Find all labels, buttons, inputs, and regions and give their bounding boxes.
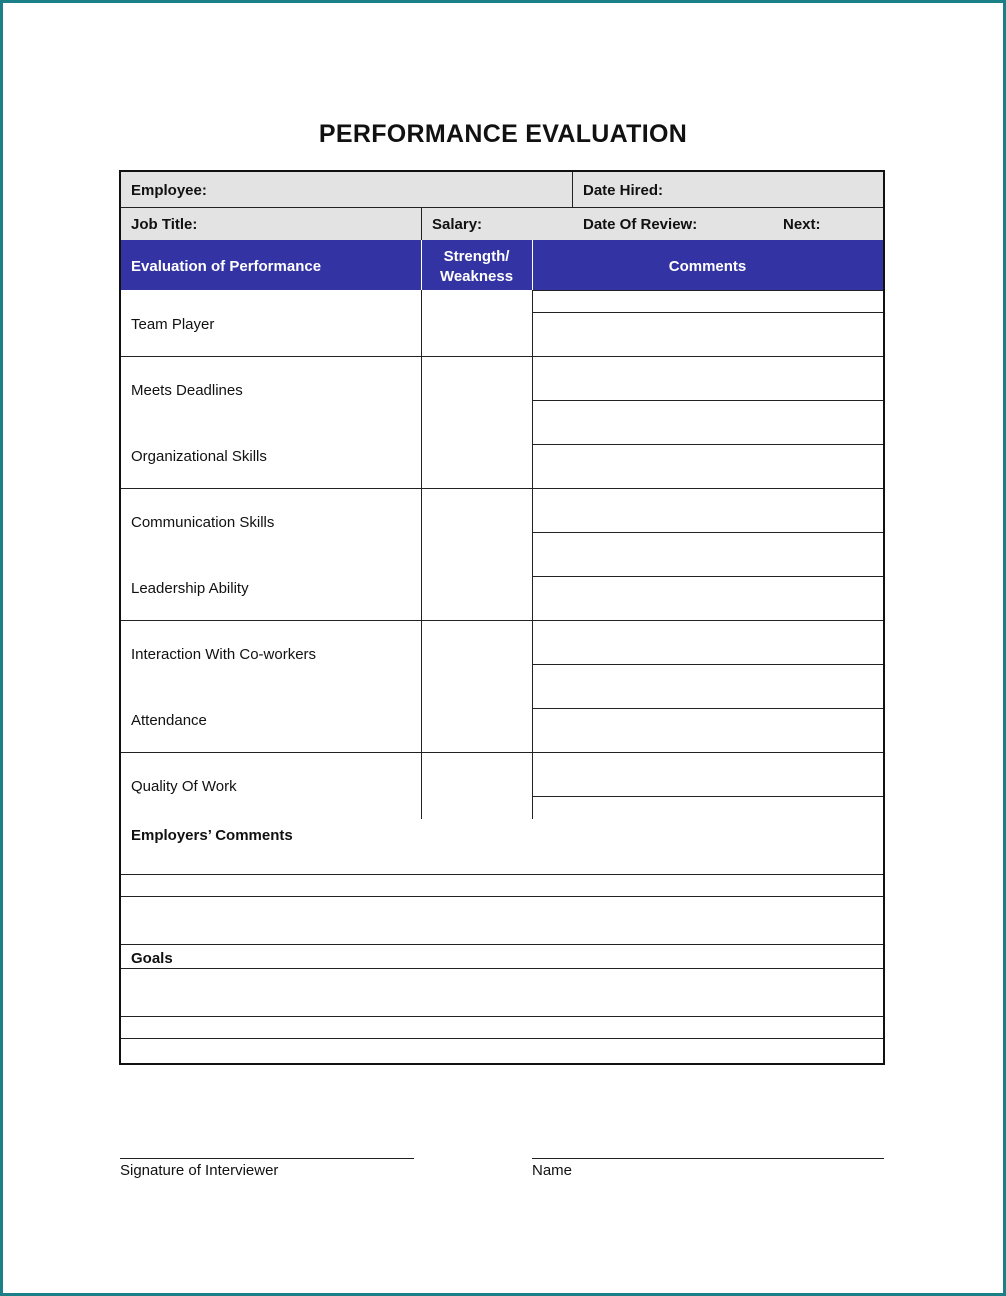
comment-line	[532, 576, 883, 577]
job-title-label: Job Title:	[131, 216, 198, 233]
date-hired-label: Date Hired:	[583, 182, 664, 199]
criterion-quality-of-work: Quality Of Work	[131, 778, 237, 795]
criterion-attendance: Attendance	[131, 712, 207, 729]
divider	[121, 1016, 883, 1017]
header-strength: Strength/	[443, 248, 510, 265]
salary-label: Salary:	[432, 216, 483, 233]
criterion-interaction-coworkers: Interaction With Co-workers	[131, 646, 317, 663]
info-row-1	[121, 172, 883, 208]
divider	[121, 620, 883, 621]
divider	[121, 968, 883, 969]
employee-label: Employee:	[131, 182, 207, 199]
name-signature-line[interactable]	[532, 1158, 884, 1159]
name-label: Name	[532, 1162, 573, 1179]
interviewer-signature-label: Signature of Interviewer	[120, 1162, 279, 1179]
divider	[121, 896, 883, 897]
comment-line	[532, 290, 883, 291]
goals-label: Goals	[131, 950, 173, 967]
comment-line	[532, 708, 883, 709]
divider	[532, 240, 533, 290]
divider	[121, 356, 883, 357]
divider	[121, 1038, 883, 1039]
comment-line	[532, 444, 883, 445]
header-comments: Comments	[668, 258, 747, 275]
criterion-meets-deadlines: Meets Deadlines	[131, 382, 243, 399]
evaluation-form	[119, 170, 885, 1065]
page-title: PERFORMANCE EVALUATION	[318, 120, 688, 148]
employers-comments-label: Employers’ Comments	[131, 827, 293, 844]
next-review-label: Next:	[783, 216, 821, 233]
criterion-leadership-ability: Leadership Ability	[131, 580, 249, 597]
divider	[121, 488, 883, 489]
divider	[421, 208, 422, 240]
criterion-communication-skills: Communication Skills	[131, 514, 275, 531]
comment-line	[532, 400, 883, 401]
comment-line	[532, 796, 883, 797]
header-evaluation: Evaluation of Performance	[131, 258, 322, 275]
divider	[121, 752, 883, 753]
divider	[421, 290, 422, 819]
info-row-2	[121, 208, 883, 240]
interviewer-signature-line[interactable]	[120, 1158, 414, 1159]
comment-line	[532, 312, 883, 313]
header-weakness: Weakness	[439, 268, 514, 285]
divider	[121, 874, 883, 875]
date-of-review-label: Date Of Review:	[583, 216, 698, 233]
criterion-organizational-skills: Organizational Skills	[131, 448, 267, 465]
comment-line	[532, 664, 883, 665]
divider	[421, 240, 422, 290]
comment-line	[532, 532, 883, 533]
divider	[121, 944, 883, 945]
divider	[532, 290, 533, 819]
criterion-team-player: Team Player	[131, 316, 215, 333]
